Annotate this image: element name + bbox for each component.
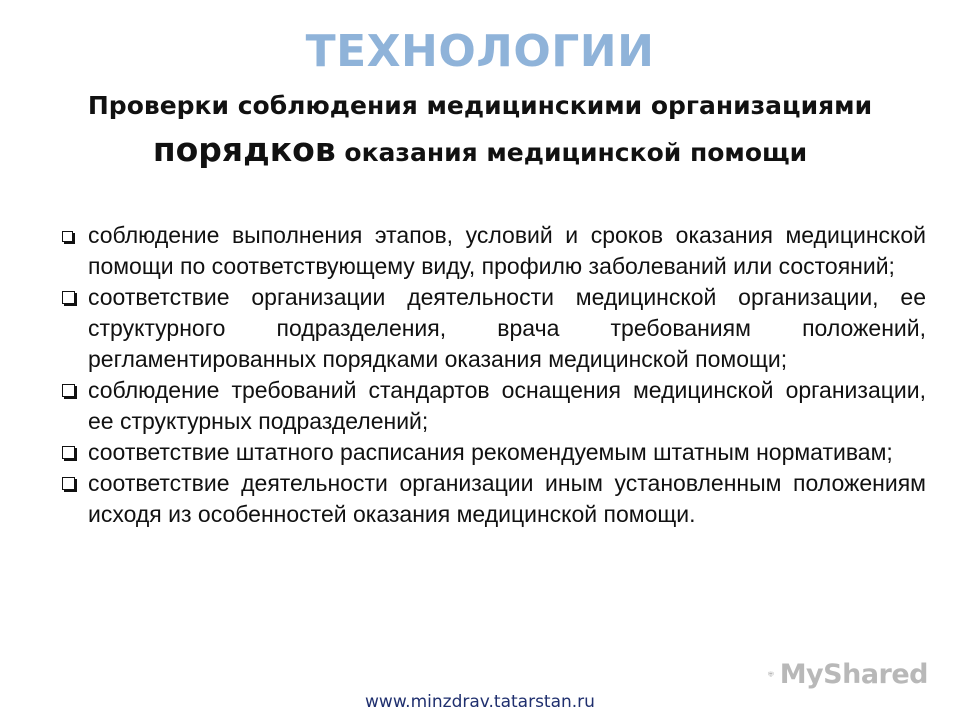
bullet-item: [62, 220, 926, 282]
bullet-text: соответствие штатного расписания рекомендуемым штатным нормативам;: [88, 439, 893, 465]
footer-url[interactable]: www.minzdrav.tatarstan.ru: [365, 692, 595, 712]
slide-subtitle: [30, 84, 930, 175]
bullet-item: [62, 437, 926, 468]
checkbox-square-icon: [62, 384, 75, 397]
bullet-item: [62, 468, 926, 530]
subtitle-part-2: оказания медицинской помощи: [335, 138, 808, 167]
subtitle-part-1: Проверки соблюдения медицинскими организациями: [87, 91, 873, 120]
checkbox-square-icon: [62, 291, 75, 304]
bullet-text: соблюдение требований стандартов оснащения медицинской организации, ее структурных подразделений;: [88, 377, 926, 434]
bullet-text: соответствие организации деятельности медицинской организации, ее структурного подразделения, врача требованиям положений, регламентированных порядками оказания медицинской помощи;: [88, 284, 926, 372]
slide-title: ТЕХНОЛОГИИ: [305, 26, 655, 77]
checkbox-square-icon: [62, 477, 75, 490]
subtitle-emphasis: порядков: [152, 130, 336, 169]
watermark-text: MyShared: [779, 658, 928, 690]
checkbox-square-icon: [62, 231, 73, 242]
bullet-text: соблюдение выполнения этапов, условий и сроков оказания медицинской помощи по соответствующему виду, профилю заболеваний или состояний;: [88, 222, 926, 279]
bullet-text: соответствие деятельности организации иным установленным положениям исходя из особенностей оказания медицинской помощи.: [88, 470, 926, 527]
checkbox-square-icon: [62, 446, 75, 459]
bullet-item: [62, 375, 926, 437]
bullet-list: [62, 220, 926, 530]
bullet-item: [62, 282, 926, 375]
presentation-screen-icon: [768, 656, 774, 692]
